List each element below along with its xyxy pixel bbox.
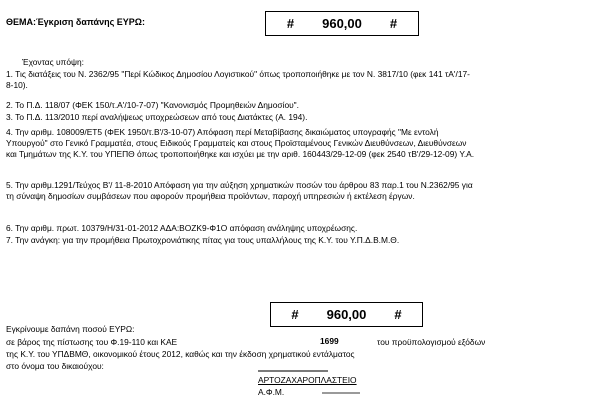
item-1-line1: 1. Τις διατάξεις του Ν. 2362/95 "Περί Κώδικος Δημοσίου Λογιστικού" όπως τροποποιήθηκε με τον Ν. 3817/10 (φεκ 141 τΑ'/17-: [6, 69, 470, 79]
item-3: 3. Το Π.Δ. 113/2010 περί αναλήψεως υποχρεώσεων από τους Διατάκτες (Α. 194).: [6, 112, 308, 122]
subject-label: ΘΕΜΑ:: [6, 17, 36, 27]
item-7: 7. Την ανάγκη: για την προμήθεια Πρωτοχρονιάτικης πίτας για τους υπαλλήλους της Κ.Υ. του Υ.Π.Δ.Β.Μ.Θ.: [6, 235, 400, 245]
item-2: 2. Το Π.Δ. 118/07 (ΦΕΚ 150/τ.Α'/10-7-07) "Κανονισμός Προμηθειών Δημοσίου".: [6, 100, 299, 110]
amount-hash-left: #: [286, 16, 295, 31]
redacted-mark-afm: [322, 392, 360, 394]
approval-line1-a: σε βάρος της πίστωσης του Φ.19-110 και ΚΑΕ: [6, 337, 178, 347]
approval-line2: της Κ.Υ. του ΥΠΔΒΜΘ, οικονομικού έτους 2012, καθώς και την έκδοση χρηματικού εντάλματος: [6, 349, 355, 359]
considering-heading: Έχοντας υπόψη:: [22, 57, 84, 67]
kae-number: 1699: [320, 336, 339, 346]
item-4-line1: 4. Την αριθμ. 108009/ΕΤ5 (ΦΕΚ 1950/τ.Β'/3-10-07) Απόφαση περί Μεταβίβασης δικαιώματος υπογραφής "Με εντολή: [6, 127, 439, 137]
subject-text: Έγκριση δαπάνης ΕΥΡΩ:: [36, 17, 145, 27]
approval-line3: στο όνομα του δικαιούχου:: [6, 361, 104, 371]
redacted-mark: [258, 370, 328, 372]
beneficiary-name: ΑΡΤΟΖΑΧΑΡΟΠΛΑΣΤΕΙΟ: [258, 375, 357, 385]
approval-hash-right: #: [394, 307, 402, 322]
item-1-line2: 8-10).: [6, 80, 28, 90]
item-5-line2: τη σύναψη δημοσίων συμβάσεων που αφορούν προμήθεια προϊόντων, παροχή υπηρεσιών ή εκτέλεση έργων.: [6, 191, 415, 201]
item-4-line2: Υπουργού" στο Γενικό Γραμματέα, στους Ειδικούς Γραμματείς και στους Προϊσταμένους Γενικών Διευθύνσεων, Διευθύνσεων: [6, 138, 467, 148]
item-5-line1: 5. Την αριθμ.1291/Τεύχος Β'/ 11-8-2010 Απόφαση για την αύξηση χρηματικών ποσών του άρθρου 83 παρ.1 του Ν.2362/95 για: [6, 180, 473, 190]
amount-box-top: [265, 11, 419, 36]
approval-amount-value: 960,00: [326, 307, 367, 322]
approval-hash-left: #: [291, 307, 299, 322]
subject: [6, 17, 145, 28]
item-4-line3: και Τμημάτων της Κ.Υ. του ΥΠΕΠΘ όπως τροποποιήθηκε και ισχύει με την αριθ. 160443/29-12-09 (φεκ 2540 τΒ'/29-12-09) Υ.Α.: [6, 149, 475, 159]
amount-value: 960,00: [322, 16, 362, 31]
beneficiary-afm: Α.Φ.Μ.: [258, 387, 285, 397]
approval-label: Εγκρίνουμε δαπάνη ποσού ΕΥΡΩ:: [6, 324, 135, 334]
approval-line1-b: του προϋπολογισμού εξόδων: [377, 337, 486, 347]
amount-box-approval: [270, 302, 423, 327]
amount-hash-right: #: [389, 16, 398, 31]
item-6: 6. Την αριθμ. πρωτ. 10379/Η/31-01-2012 ΑΔΑ:ΒΟΖΚ9-Φ1Ο απόφαση ανάληψης υποχρέωσης.: [6, 223, 358, 233]
